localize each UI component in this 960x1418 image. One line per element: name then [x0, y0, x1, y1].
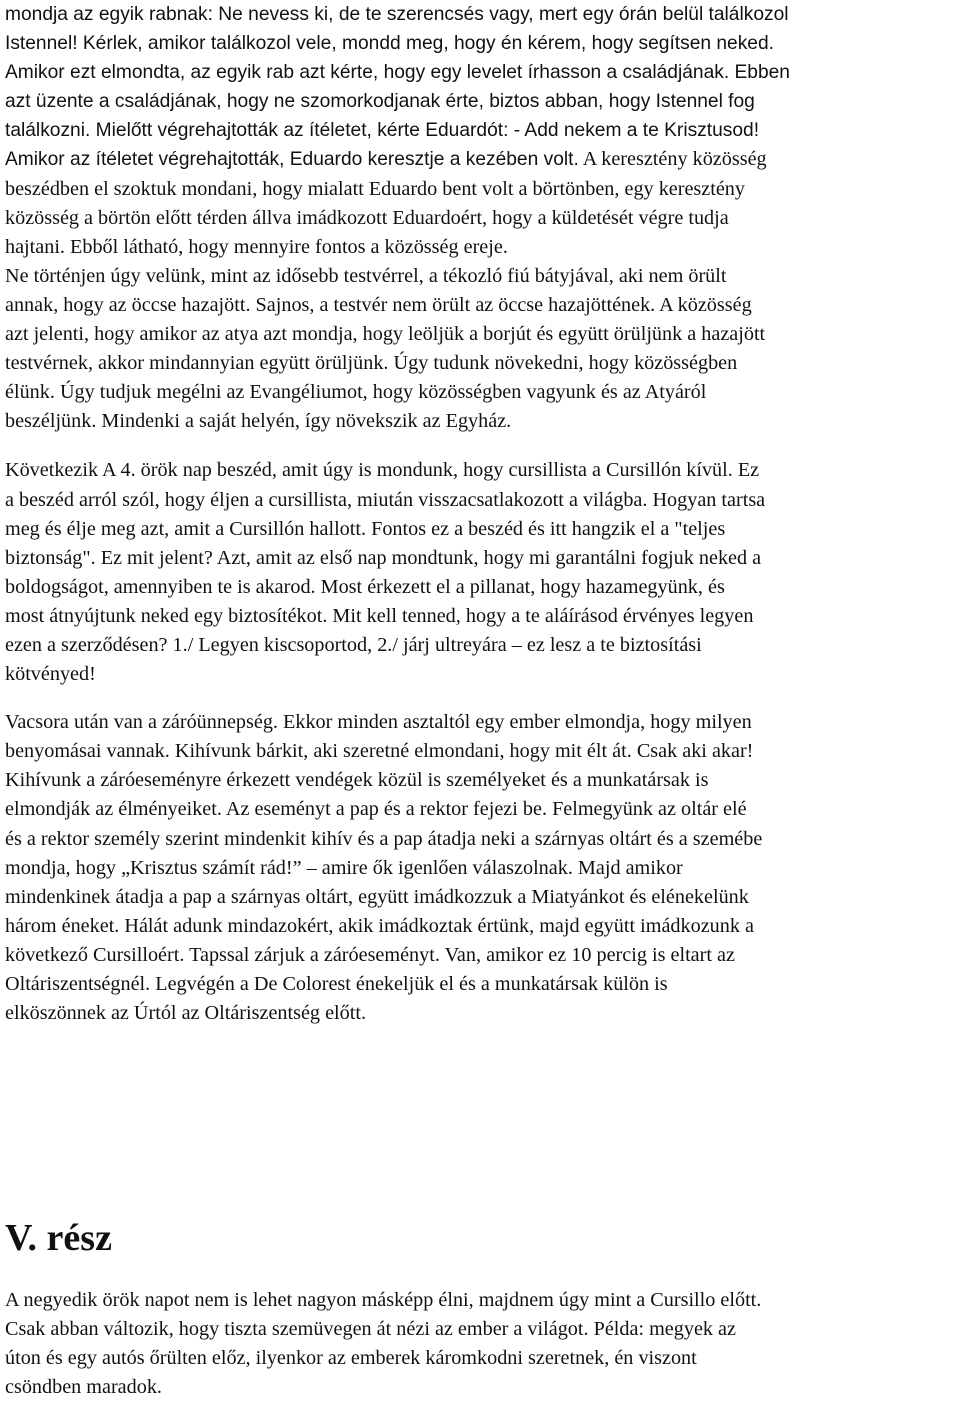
paragraph-fourth-day-talk: Következik A 4. örök nap beszéd, amit úgy is mondunk, hogy cursillista a Cursillón kívül. Ez a beszéd arról szól, hogy éljen a cursillista, miután visszacsatlakozott a világba. Hogyan tartsa meg és élje meg azt, amit a Cursillón hallott. Fontos ez a beszéd és itt hangzik el a "teljes biztonság". Ez mit jelent? Azt, amit az első nap mondtunk, hogy mi garantálni fogjuk neked a boldogságot, amennyiben te is akarod. Most érkezett el a pillanat, hogy hazamegyünk, és most átnyújtunk neked egy biztosítékot. Mit kell tenned, hogy a te aláírásod érvényes legyen ezen a szerződésen? 1./ Legyen kiscsoportod, 2./ járj ultreyára – ez lesz a te biztosítási kötvényed! [5, 459, 766, 686]
section-heading-wrapper [5, 1216, 955, 1260]
section-heading: V. rész [5, 1217, 112, 1260]
document-page [5, 0, 955, 1403]
paragraph-eduardo-story [5, 0, 955, 436]
paragraph-eduardo-story-part-a: mondja az egyik rabnak: Ne nevess ki, de te szerencsés vagy, mert egy órán belül találkozol Istennel! Kérlek, amikor találkozol vele, mondd meg, hogy én kérem, hogy segítsen neked. Amikor ezt elmondta, az egyik rab azt kérte, hogy egy levelet írhasson a családjának. Ebben azt üzente a családjának, hogy ne szomorkodjanak érte, biztos abban, hogy Istennel fog találkozni. Mielőtt végrehajtották az ítéletet, kérte Eduardót: - Add nekem a te Krisztusod! Amikor az ítéletet végrehajtották, Eduardo keresztje a kezében volt. [5, 4, 790, 171]
paragraph-eduardo-story-part-b: A keresztény közösség beszédben el szoktuk mondani, hogy mialatt Eduardo bent volt a börtönben, egy keresztény közösség a börtön előtt térden állva imádkozott Eduardoért, hogy a küldetését végre tudja hajtani. Ebből látható, hogy mennyire fontos a közösség ereje. Ne történjen úgy velünk, mint az idősebb testvérrel, a tékozló fiú bátyjával, aki nem örült annak, hogy az öccse hazajött. Sajnos, a testvér nem örült az öccse hazajöttének. A közösség azt jelenti, hogy amikor az atya azt mondja, hogy leöljük a borjút és együtt örüljünk a hazajött testvérnek, akkor mindannyian együtt örüljünk. Úgy tudunk növekedni, hogy közösségben élünk. Úgy tudjuk megélni az Evangéliumot, hogy közösségben vagyunk és az Atyáról beszéljünk. Mindenki a saját helyén, így növekszik az Egyház. [5, 148, 767, 433]
paragraph-closing-ceremony: Vacsora után van a záróünnepség. Ekkor minden asztaltól egy ember elmondja, hogy milyen benyomásai vannak. Kihívunk bárkit, aki szeretné elmondani, hogy mit élt át. Csak aki akar! Kihívunk a záróeseményre érkezett vendégek közül is személyeket és a munkatársak is elmondják az élményeiket. Az eseményt a pap és a rektor fejezi be. Felmegyünk az oltár elé és a rektor személy szerint mindenkit kihív és a pap átadja neki a szárnyas oltárt és a szemébe mondja, hogy „Krisztus számít rád!” – amire ők igenlően válaszolnak. Majd amikor mindenkinek átadja a pap a szárnyas oltárt, együtt imádkozzuk a Miatyánkot és elénekelünk három éneket. Hálát adunk mindazokért, akik imádkoztak értünk, majd együtt imádkozunk a következő Cursilloért. Tapssal zárjuk a záróeseményt. Van, amikor ez 10 percig is eltart az Oltáriszentségnél. Legvégén a De Colorest énekeljük el és a munkatársak külön is elköszönnek az Úrtól az Oltáriszentség előtt. [5, 711, 763, 1025]
paragraph-fourth-day-life: A negyedik örök napot nem is lehet nagyon másképp élni, majdnem úgy mint a Cursillo előtt. Csak abban változik, hogy tiszta szemüvegen át nézi az ember a világot. Példa: megyek az úton és egy autós őrülten előz, ilyenkor az emberek káromkodni szeretnek, én viszont csöndben maradok. [5, 1289, 762, 1399]
